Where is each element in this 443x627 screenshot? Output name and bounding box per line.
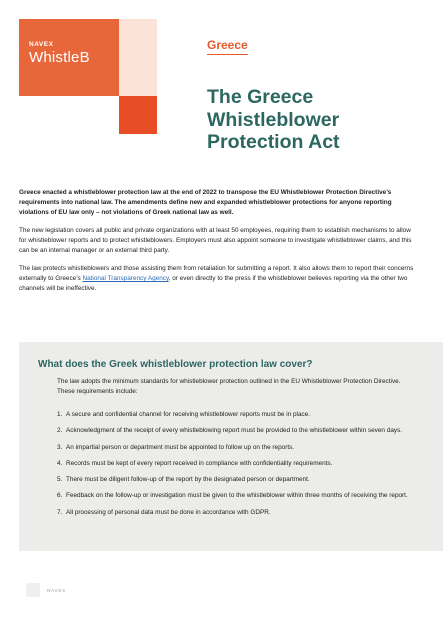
intro-paragraph-3: [19, 264, 417, 294]
requirement-number: 6.: [57, 492, 63, 500]
brand-logo-name: WhistleB: [29, 49, 90, 66]
intro-lead-paragraph: Greece enacted a whistleblower protection law at the end of 2022 to transpose the EU Whistleblower Protection Directive’s requirements into national law. The amendments define new and expanded whistleblower protections for anyone reporting violations of EU law only – not violations of Greek national law as well.: [19, 189, 392, 216]
intro-p3-before: The law protects whistleblowers and those assisting them from retaliation for submitting a report. It also allows them to report their concerns externally to Greece’s: [19, 265, 414, 282]
page-title: The Greece Whistleblower Protection Act: [207, 86, 340, 153]
country-underline: [207, 54, 248, 55]
requirement-text: An impartial person or department must be appointed to follow up on the reports.: [66, 443, 295, 451]
decorative-peach-block: [119, 19, 157, 96]
requirement-item: [57, 443, 437, 453]
requirement-number: 2.: [57, 427, 63, 435]
requirement-number: 1.: [57, 411, 63, 418]
decorative-red-square: [119, 96, 157, 134]
requirement-number: 5.: [57, 476, 63, 484]
coverage-title: What does the Greek whistleblower protection law cover?: [38, 359, 313, 370]
requirement-item: [57, 508, 437, 518]
footer-page-box: [26, 583, 40, 597]
intro-p3-after: , or even directly to the press if the whistleblower believes reporting via the other two channels will be ineffective.: [19, 275, 408, 292]
requirement-text: A secure and confidential channel for receiving whistleblower reports must be in place.: [66, 411, 311, 418]
footer-brand: NAVEX: [47, 588, 66, 593]
coverage-intro: The law adopts the minimum standards for whistleblower protection outlined in the EU Whistleblower Protection Directive. These requirements include:: [57, 378, 401, 395]
requirements-list: [57, 410, 437, 524]
country-label: Greece: [207, 38, 248, 52]
national-transparency-agency-link[interactable]: National Transparency Agency: [82, 275, 169, 282]
requirement-text: All processing of personal data must be done in accordance with GDPR.: [66, 508, 271, 516]
requirement-item: [57, 459, 437, 469]
requirement-item: [57, 426, 437, 436]
requirement-text: Feedback on the follow-up or investigation must be given to the whistleblower within three months of receiving the report.: [66, 492, 408, 500]
coverage-panel: [19, 342, 443, 551]
intro-section: [19, 188, 417, 302]
brand-logo-small: NAVEX: [29, 41, 54, 48]
requirement-number: 3.: [57, 443, 63, 451]
intro-paragraph-2: The new legislation covers all public and private organizations with at least 50 employees, requiring them to establish mechanisms to allow for whistleblower reports and to protect whistleblowers. Employers must also appoint someone to investigate whistleblower claims, and this can be an internal manager or an external third party.: [19, 227, 412, 254]
requirement-text: Records must be kept of every report received in compliance with confidentiality requirements.: [66, 459, 333, 467]
requirement-number: 4.: [57, 459, 63, 467]
requirement-text: There must be diligent follow-up of the report by the designated person or department.: [66, 476, 310, 484]
requirement-text: Acknowledgment of the receipt of every whistleblowing report must be provided to the whistleblower within seven days.: [66, 427, 403, 435]
requirement-number: 7.: [57, 508, 63, 516]
requirement-item: [57, 410, 437, 420]
requirement-item: [57, 475, 437, 485]
requirement-item: [57, 491, 437, 501]
brand-logo: [19, 19, 119, 96]
